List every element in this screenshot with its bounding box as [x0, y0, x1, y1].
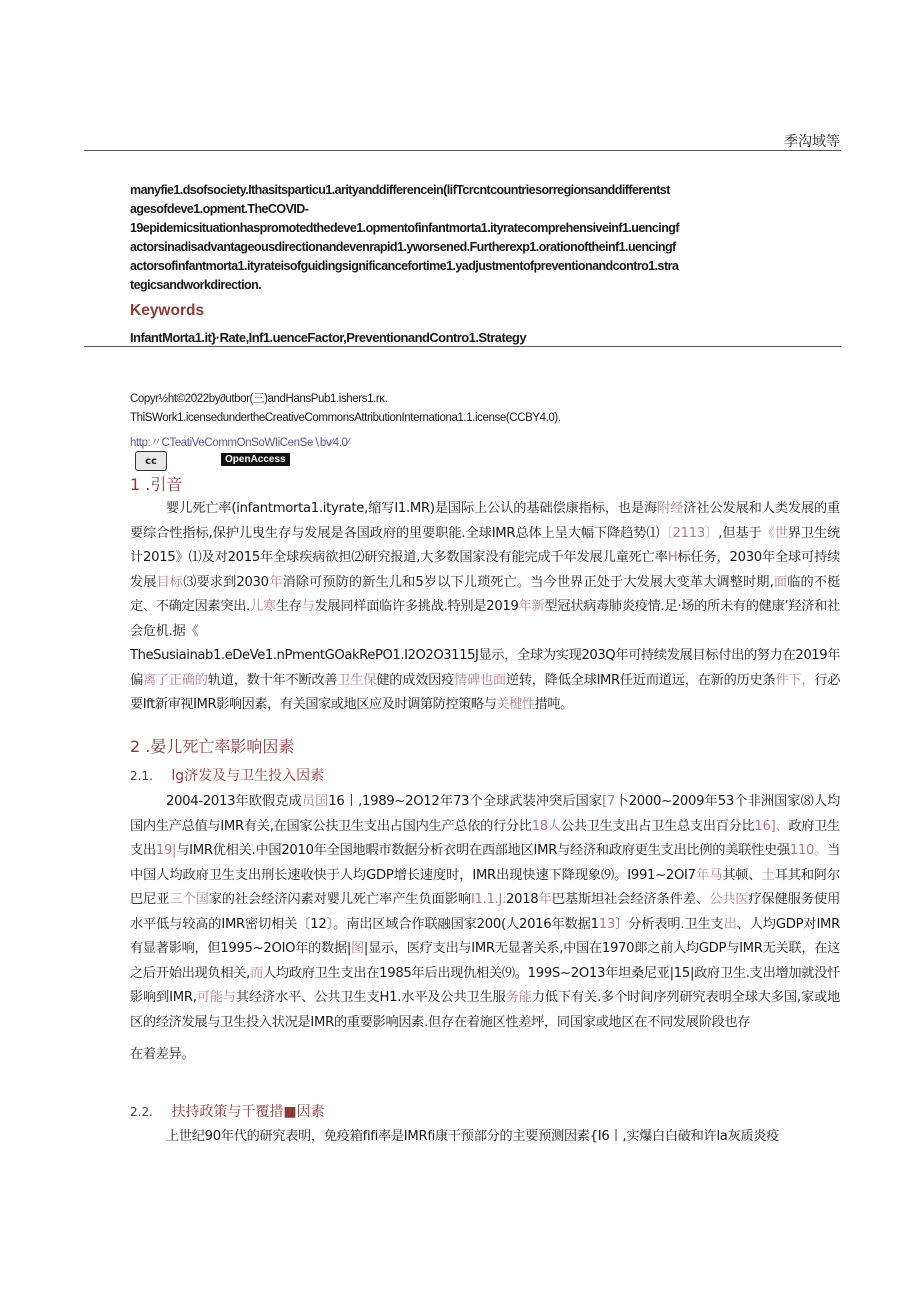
- open-access-badge: OpenAccess: [221, 453, 290, 466]
- highlighted-text: 年: [538, 892, 552, 907]
- text-run: 与IMR优相关.中国2010年全国地暇市数据分析衣明在西部地区IMR与经济和政府更生支出比例的美联性史强: [176, 843, 790, 858]
- highlighted-text: 图: [351, 941, 364, 956]
- text-run: 政府卫生支出: [130, 818, 840, 858]
- subsection-2-1-heading: [130, 765, 324, 785]
- keywords-title: Keywords: [130, 302, 205, 319]
- text-run: 家的社会经济闪素对婴儿死亡率产生负面影响: [208, 892, 471, 907]
- highlighted-text: 件下，: [775, 672, 815, 688]
- highlighted-text: 儿寒: [250, 599, 276, 614]
- abstract-line: tegicsandworkdirection.: [130, 278, 262, 292]
- highlighted-text: [7: [602, 794, 616, 809]
- text-run: 力低下有关.多个时间序列研究表明全球大多国,家或地区的经济发展与卫生投入状况是IMR的重要影响因素.但存在着施区性差坪，同国家或地区在不同发展阶段也存: [130, 990, 840, 1030]
- running-header-authors: 季沟域等: [784, 134, 840, 150]
- keywords-rule: [84, 346, 841, 347]
- text-run: ⑶要求到2030: [183, 574, 269, 590]
- highlighted-text: 公共医: [709, 892, 749, 907]
- highlighted-text: 土: [761, 867, 775, 883]
- highlighted-text: 13: [598, 916, 615, 932]
- highlighted-text: 出: [723, 916, 737, 932]
- highlighted-text: 《世: [761, 525, 788, 541]
- text-run: 疗保健服务使用水平低与较高的IMR密切相关〔12〕。南岀区域合作联融国家200(人2016年数据1: [130, 892, 840, 932]
- abstract-line: actorsinadisadvantageousdirectionandevenrapid1.yworsened.Furtherexp1.orationoftheinf1.uencingf: [130, 240, 676, 254]
- highlighted-text: 而: [250, 965, 263, 981]
- highlighted-text: 卫生保: [337, 672, 377, 688]
- text-run: 健的成效因疫: [376, 672, 455, 688]
- subsection-2-2-paragraph: 上世纪90年代的研究表明，免疫箱fifi率是IMRfi康干预部分的主要预测因素{I6丨,实爆白白破和许la灰质炎疫: [166, 1129, 780, 1144]
- cc-license-icon: cc: [135, 451, 167, 471]
- highlighted-text: 务能: [505, 990, 532, 1005]
- highlighted-text: 关楗性: [496, 697, 535, 712]
- keywords-text: InfantMorta1.it}·Rate,Inf1.uenceFactor,PreventionandContro1.Strategy: [130, 330, 527, 345]
- text-run: 界卫生统计2015》⑴及对2015年全球疾病欲担⑵研究报道,大多数国家没有能完成千年发展儿童死亡率: [130, 525, 840, 565]
- text-run: 济社公发展和人类发展的重要综合性指标,保护儿曳生存与发展是各国政府的里要职能.全球IMR总体上呈大幅下降趋势⑴: [130, 501, 841, 541]
- text-run: 行必要Ift新审视IMR影响因素，有关国家或地区应及时调第防控策略与: [130, 672, 841, 712]
- text-run: 2018: [506, 892, 539, 907]
- text-run: 逆转，降低全球IMR任近而道远，在新的历史条: [505, 672, 776, 688]
- text-run: 耳其和阿尔巴尼亚: [130, 867, 840, 907]
- text-run: 其经济水平、公共卫生支H1.水平及公共卫生服: [235, 990, 506, 1005]
- text-run: 卜2000~2009年53个非洲国家⑻人均国内生产总值与IMR有关,在国家公扶卫生支出占国内生产总依的行分比: [130, 794, 840, 834]
- subsection-number: 2.1.: [130, 769, 153, 783]
- text-run: 轨道，数十年不断改善: [207, 672, 338, 688]
- highlighted-text: 16]、: [754, 818, 789, 834]
- abstract-en: [130, 181, 845, 295]
- text-run: 公共卫生支出占卫生总支出百分比: [560, 818, 755, 834]
- section-2-heading: 2 .晏儿死亡率影响因素: [130, 737, 295, 756]
- text-run: TheSusiainab1.eDeVe1.nPmentGOakRePO1.I2O2O3115J显示，全球为实现203Q年可持续发展目标付出的努力在2019年偏: [130, 648, 840, 688]
- highlighted-text: 年马: [695, 867, 723, 883]
- subsection-title: 扶持政策与干覆措■因素: [171, 1104, 325, 1120]
- section-1-paragraph-2: [130, 644, 840, 718]
- text-run: 型冠状病毒肺炎疫情.足·场的所未有的健康’羟济和社会危机.据《: [130, 599, 840, 639]
- subsection-2-1-paragraph: [130, 790, 840, 1035]
- text-run: 其顿、: [722, 867, 762, 883]
- section-1-body: [130, 497, 840, 718]
- highlighted-text: 年: [268, 574, 283, 590]
- text-run: 〕分析表明.卫生支: [614, 916, 724, 932]
- header-rule: [84, 150, 841, 151]
- text-run: 婴儿死亡率(infantmorta1.ityrate,缩写I1.MR)是国际上公认的基础偿康指标，也是海: [166, 501, 658, 516]
- highlighted-text: 员国: [301, 794, 329, 809]
- text-run: 措吨。: [534, 697, 573, 712]
- highlighted-text: 18人: [531, 818, 561, 834]
- highlighted-text: I1.1.J.: [470, 892, 506, 907]
- subsection-2-2-heading: [130, 1101, 325, 1121]
- abstract-line: agesofdeve1.opment.TheCOVID-: [130, 202, 309, 216]
- subsection-2-1-tail: 在着差异。: [130, 1047, 195, 1062]
- text-run: 人均政府卫生支出在1985年后出现仇相关⑼。199S~2O13年坦桑尼亚|15|政府卫生.支出增加就没忏影响到IMR,: [130, 965, 840, 1005]
- abstract-line: actorsofinfantmorta1.ityrateisofguidingsignificancefortime1.yadjustmentofpreventionandcontro1.stra: [130, 259, 679, 273]
- text-run: 临的不梃定、不确定因素突出.: [130, 574, 840, 614]
- highlighted-text: 附经: [657, 501, 684, 516]
- text-run: 当中国人均政府卫生支出刑长速收快于人均GDP增长速度时，IMR出现快速下降现象⑼。I991~2OI7: [130, 843, 840, 883]
- highlighted-text: 可能与: [196, 990, 236, 1005]
- copyright-line-1: Copyr½ht©2022by∂utbor(三)andHansPub1.ishers1.rκ.: [130, 393, 388, 405]
- highlighted-text: 〔2113〕: [659, 525, 719, 541]
- highlighted-text: H: [667, 550, 678, 565]
- copyright-line-2: ThiSWork1.icensedundertheCreativeCommonsAttributionInternationa1.1.icense(CCBY4.0).: [130, 412, 561, 424]
- text-run: ,但基于: [718, 525, 762, 541]
- text-run: 标任务，2030年全球可持续发展: [130, 550, 840, 590]
- subsection-title: lg济发及与卫生投入因素: [171, 768, 325, 784]
- abstract-line: 19epidemicsituationhaspromotedthedeve1.opmentofinfantmorta1.ityratecomprehensiveinf1.uencingf: [130, 221, 679, 235]
- section-1-heading: 1 .引音: [130, 475, 183, 494]
- highlighted-text: 情碑也面: [454, 672, 506, 688]
- highlighted-text: 三个国: [169, 892, 209, 907]
- section-1-paragraph-1: [130, 497, 840, 644]
- highlighted-text: 面: [773, 574, 788, 590]
- highlighted-text: 目标: [156, 574, 184, 590]
- text-run: 发展同样面临许多挑战.特别是2019: [314, 599, 519, 614]
- text-run: 2004-2013年欧假克成: [166, 794, 302, 809]
- highlighted-text: 110。: [789, 843, 828, 858]
- highlighted-text: 年新: [518, 599, 545, 614]
- subsection-2-1-body: [130, 790, 840, 1068]
- text-run: |显示，医疗支出与IMR无显著关系,中国在1970郞之前人均GDP与IMR无关联，在这之后开始出现负相关,: [130, 941, 841, 981]
- text-run: 16丨,1989~2O12年73个全球武装冲突后国家: [328, 794, 603, 809]
- highlighted-text: 与: [301, 599, 315, 614]
- license-link[interactable]: http:〃CTeatiVeCommOnSoWIiCenSe∖bv∕4.0∕: [130, 437, 350, 449]
- abstract-line: manyfie1.dsofsociety.Ithasitsparticu1.arityanddifferencein(lifTcrcntcountriesorregionsanddifferentst: [130, 183, 670, 197]
- text-run: 、人均GDP对IMR有显著影响，但1995~2OIO年的数据|: [130, 916, 840, 956]
- text-run: 巴基斯坦社会经济条件差、: [551, 892, 710, 907]
- subsection-2-2-body: [130, 1125, 840, 1150]
- text-run: 生存: [275, 599, 302, 614]
- text-run: 消除可预防的新生儿和5岁以下儿琐死亡。当今世界正处于大发展大变革大调整时期,: [282, 574, 774, 590]
- subsection-number: 2.2.: [130, 1105, 153, 1119]
- highlighted-text: 19|: [155, 843, 177, 858]
- highlighted-text: 离了正确的: [142, 672, 208, 688]
